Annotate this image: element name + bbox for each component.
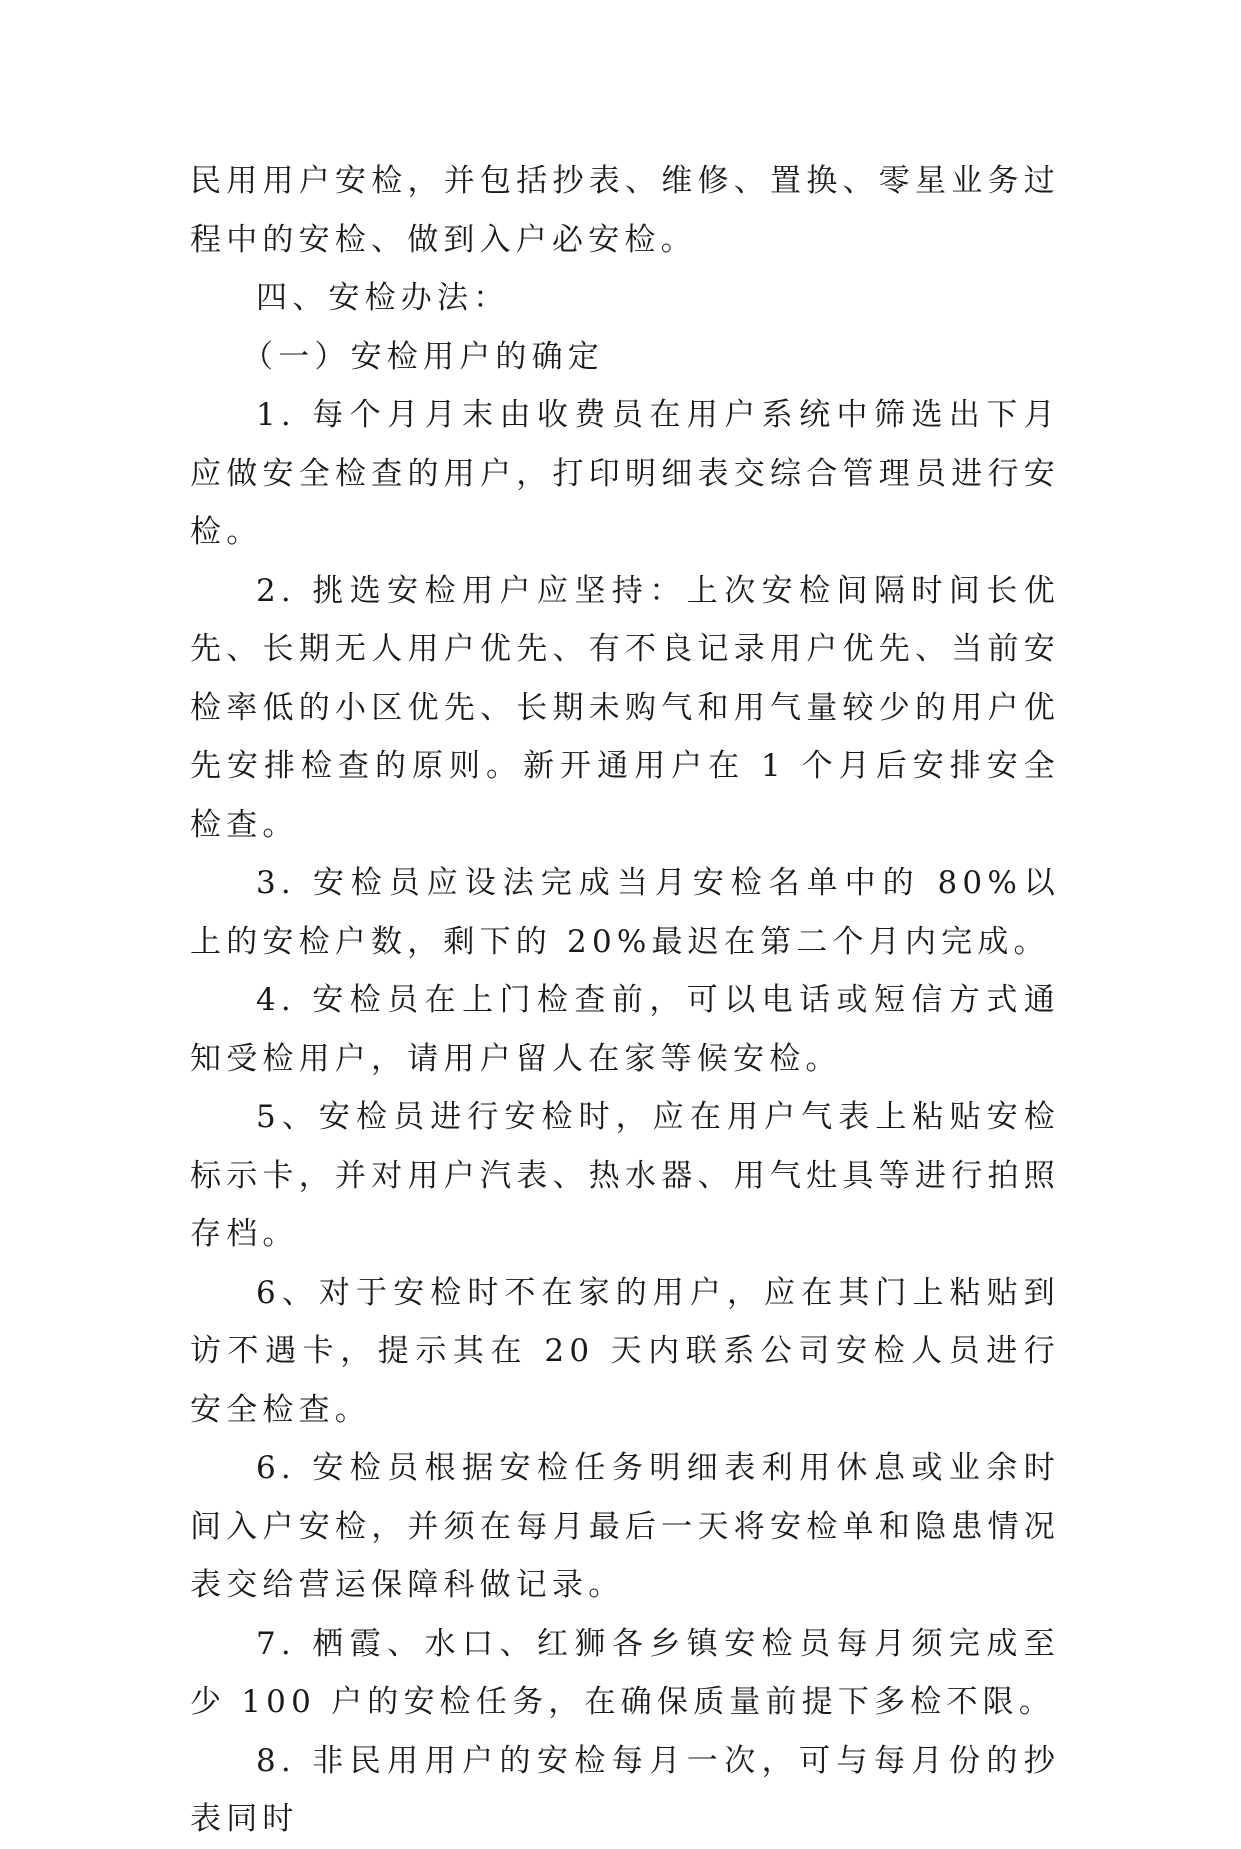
paragraph-item-4: 4. 安检员在上门检查前，可以电话或短信方式通知受检用户，请用户留人在家等候安检。	[190, 982, 1060, 1077]
paragraph-item-5: 5、安检员进行安检时，应在用户气表上粘贴安检标示卡，并对用户汽表、热水器、用气灶具等进行拍照存档。	[190, 1099, 1060, 1252]
paragraph-item-1: 1. 每个月月末由收费员在用户系统中筛选出下月应做安全检查的用户，打印明细表交综合管理员进行安检。	[190, 397, 1060, 550]
paragraph-item-8: 8. 非民用用户的安检每月一次，可与每月份的抄表同时	[190, 1742, 1060, 1837]
paragraph-item-3: 3. 安检员应设法完成当月安检名单中的 80%以上的安检户数，剩下的 20%最迟在第二个月内完成。	[190, 865, 1060, 960]
paragraph-item-6b: 6. 安检员根据安检任务明细表利用休息或业余时间入户安检，并须在每月最后一天将安检单和隐患情况表交给营运保障科做记录。	[190, 1450, 1060, 1603]
document-body	[190, 152, 1060, 1849]
paragraph-item-2: 2. 挑选安检用户应坚持：上次安检间隔时间长优先、长期无人用户优先、有不良记录用户优先、当前安检率低的小区优先、长期未购气和用气量较少的用户优先安排检查的原则。新开通用户在 1 个月后安排安全检查。	[190, 572, 1060, 843]
paragraph-continuation: 民用用户安检，并包括抄表、维修、置换、零星业务过程中的安检、做到入户必安检。	[190, 163, 1060, 258]
paragraph-item-6a: 6、对于安检时不在家的用户，应在其门上粘贴到访不遇卡，提示其在 20 天内联系公司安检人员进行安全检查。	[190, 1274, 1060, 1428]
subsection-heading-user-determination: （一）安检用户的确定	[242, 338, 604, 375]
paragraph-item-7: 7. 栖霞、水口、红狮各乡镇安检员每月须完成至少 100 户的安检任务，在确保质量前提下多检不限。	[190, 1625, 1060, 1720]
section-heading-inspection-method: 四、安检办法：	[256, 280, 510, 316]
